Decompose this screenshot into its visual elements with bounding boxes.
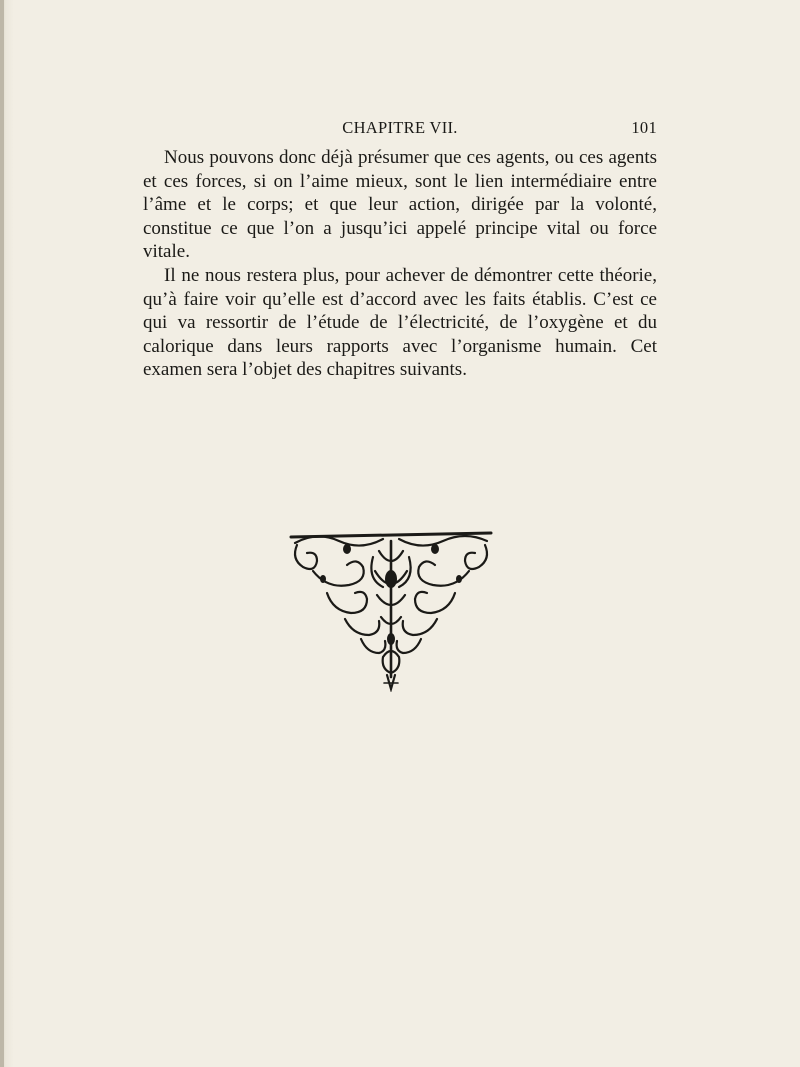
floral-tailpiece-ornament-icon — [287, 527, 495, 692]
body-text — [143, 146, 657, 382]
chapter-title: CHAPITRE VII. — [342, 118, 458, 137]
paragraph-1: Nous pouvons donc déjà présumer que ces agents, ou ces agents et ces forces, si on l’aime mieux, sont le lien intermédiaire entre l’âme et le corps; et que leur action, dirigée par la volonté, constitue ce que l’on a jusqu’ici appelé principe vital ou force vitale. — [143, 147, 657, 263]
running-header — [143, 118, 657, 138]
page-binding-edge — [0, 0, 4, 1067]
paragraph-2: Il ne nous restera plus, pour achever de démontrer cette théorie, qu’à faire voir qu’elle est d’accord avec les faits établis. C’est ce qui va ressortir de l’étude de l’électricité, de l’oxygène et du calorique dans leurs rapports avec l’organisme humain. Cet examen sera l’objet des chapitres suivants. — [143, 264, 657, 381]
page-number: 101 — [631, 118, 657, 137]
